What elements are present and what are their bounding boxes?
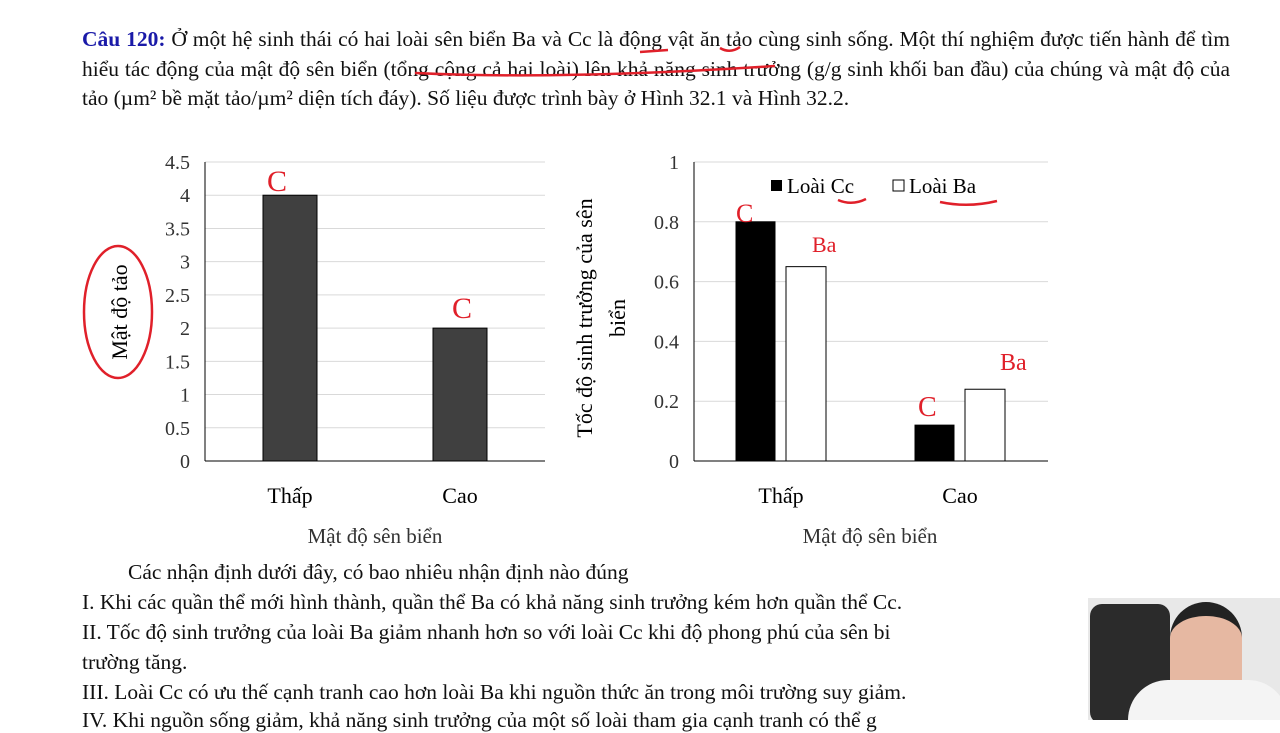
y-tick-label: 1.5 — [165, 351, 190, 374]
annotation-ba: Ba — [1000, 350, 1027, 376]
y-tick-label: 4 — [180, 185, 190, 208]
x-tick-label: Cao — [942, 483, 978, 508]
y-tick-label: 0 — [180, 451, 190, 473]
legend-label-ba: Loài Ba — [909, 174, 977, 198]
x-tick-label: Thấp — [267, 483, 313, 508]
question-text: Ở một hệ sinh thái có hai loài sên biển Ba và Cc là động vật ăn tảo cùng sinh sống. Một thí nghiệm được tiến hành để tìm hiểu tác động của mật độ sên biển (tổng cộng cả hai loài) lên khả năng sinh trưởng (g/g sinh khối ban đầu) của chúng và mật độ của tảo (µm² bề mặt tảo/µm² diện tích đáy). Số liệu được trình bày ở Hình 32.1 và Hình 32.2. — [82, 27, 1230, 110]
statement-4: IV. Khi nguồn sống giảm, khả năng sinh trưởng của một số loài tham gia cạnh tranh có thể g — [82, 708, 877, 732]
annotation-c: C — [267, 165, 288, 198]
annotation-c: C — [736, 199, 754, 228]
chart2-ylabel-line2: biển — [605, 299, 630, 337]
bar-loài-cc — [736, 222, 775, 461]
y-tick-label: 1 — [180, 384, 190, 407]
statement-3: III. Loài Cc có ưu thế cạnh tranh cao hơn loài Ba khi nguồn thức ăn trong môi trường suy giảm. — [82, 680, 907, 704]
y-tick-label: 3 — [180, 251, 190, 274]
statement-2: II. Tốc độ sinh trưởng của loài Ba giảm nhanh hơn so với loài Cc khi độ phong phú của sên bi — [82, 620, 891, 644]
statement-2-cont: trường tăng. — [82, 650, 188, 674]
statement-1: I. Khi các quần thể mới hình thành, quần thể Ba có khả năng sinh trưởng kém hơn quần thể Cc. — [82, 590, 903, 614]
y-tick-label: 2.5 — [165, 284, 190, 307]
y-tick-label: 0.5 — [165, 417, 190, 440]
x-tick-label: Cao — [442, 483, 478, 508]
legend-swatch-cc — [771, 180, 782, 191]
chart2-ylabel-line1: Tốc độ sinh trưởng của sên — [572, 198, 597, 438]
y-tick-label: 0.2 — [654, 391, 679, 414]
y-tick-label: 0.6 — [654, 271, 679, 294]
y-tick-label: 0 — [669, 451, 679, 473]
y-tick-label: 4.5 — [165, 152, 190, 174]
x-tick-label: Thấp — [758, 483, 804, 508]
y-tick-label: 3.5 — [165, 218, 190, 241]
chart2-xlabel: Mật độ sên biển — [802, 524, 938, 548]
annotation-c: C — [452, 292, 473, 325]
y-tick-label: 2 — [180, 318, 190, 341]
annotation-ba: Ba — [812, 232, 837, 257]
legend-label-cc: Loài Cc — [787, 174, 855, 198]
question-label: Câu 120: — [82, 27, 166, 51]
chart1-ylabel: Mật độ tảo — [107, 264, 132, 360]
webcam-overlay — [1088, 598, 1280, 720]
bar-value — [263, 195, 317, 461]
y-tick-label: 1 — [669, 152, 679, 174]
presenter-body — [1128, 680, 1280, 720]
bar-value — [433, 328, 487, 461]
chart1-xlabel: Mật độ sên biển — [307, 524, 443, 548]
legend-swatch-ba — [893, 180, 904, 191]
bar-loài-ba — [965, 389, 1005, 461]
y-tick-label: 0.8 — [654, 211, 679, 234]
y-tick-label: 0.4 — [654, 331, 679, 354]
bar-loài-ba — [786, 267, 826, 461]
prompt-text: Các nhận định dưới đây, có bao nhiêu nhận định nào đúng — [128, 560, 629, 584]
annotation-c: C — [918, 392, 937, 423]
bar-loài-cc — [915, 425, 954, 461]
